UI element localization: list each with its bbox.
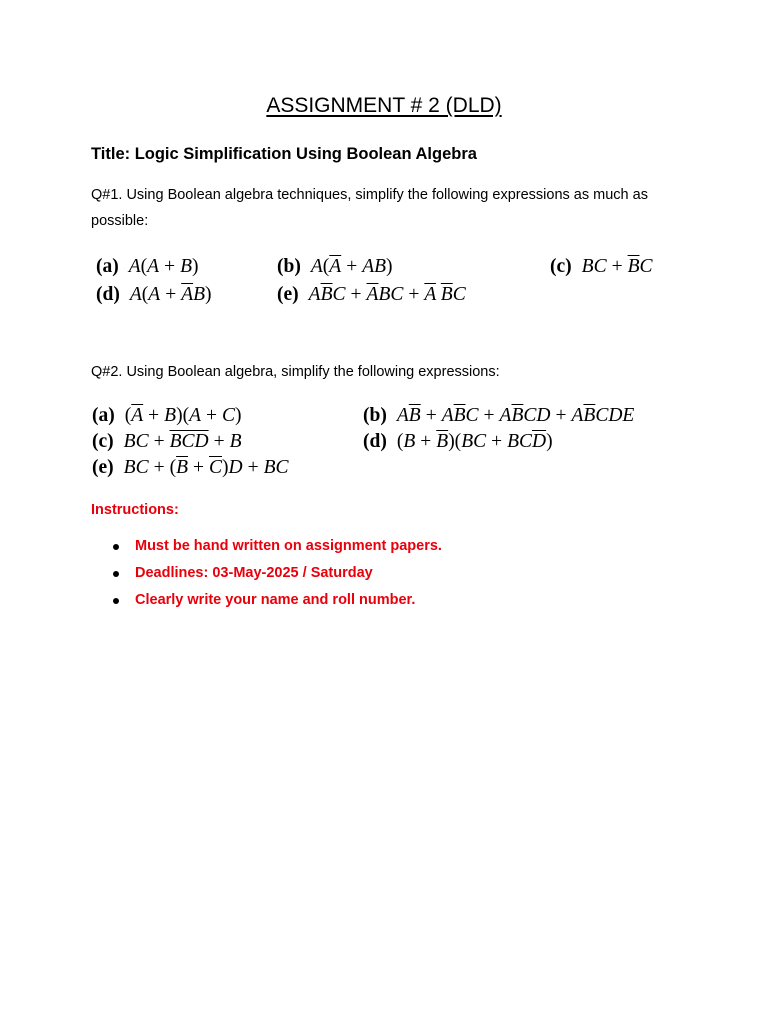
instruction-text: Must be hand written on assignment papers.: [135, 538, 442, 554]
q1-label-b: (b): [277, 256, 301, 277]
q2-label-a: (a): [92, 405, 115, 426]
q2-expression-a: (a) $(\overline{A} + B)(A + C)$: [92, 405, 242, 426]
bullet-icon: [113, 544, 119, 550]
bullet-icon: [113, 598, 119, 604]
q1-label-c: (c): [550, 256, 572, 277]
instructions-list: [91, 538, 442, 619]
q2-label-e: (e): [92, 457, 114, 478]
assignment-subtitle: Title: Logic Simplification Using Boolean Algebra: [91, 145, 477, 163]
instruction-item: [91, 565, 442, 592]
q1-expression-a: (a) A(A + B): [96, 256, 199, 277]
q2-expression-e: (e) BC + $(\overline{B} + \overline{C})D$ + BC: [92, 457, 289, 478]
page-title: ASSIGNMENT # 2 (DLD): [266, 94, 502, 117]
q1-expression-e: (e) $A\overline{B}C + \overline{A}BC + \overline{A}$ $\overline{B}C$: [277, 284, 466, 305]
q2-label-c: (c): [92, 431, 114, 452]
instructions-heading: Instructions:: [91, 502, 179, 518]
instruction-text: Deadlines: 03-May-2025 / Saturday: [135, 565, 373, 581]
q1-expression-b: (b) $A(\overline{A} + AB)$: [277, 256, 393, 277]
q2-label-b: (b): [363, 405, 387, 426]
q2-expression-d: (d) $(B + \overline{B})(BC + BC\overline{D})$: [363, 431, 553, 452]
q1-expression-c: (c) BC + $\overline{B}C$: [550, 256, 653, 277]
bullet-icon: [113, 571, 119, 577]
q2-label-d: (d): [363, 431, 387, 452]
q1-label-a: (a): [96, 256, 119, 277]
q2-expression-c: (c) BC + $\overline{BCD} + B$: [92, 431, 242, 452]
question-1-text: Q#1. Using Boolean algebra techniques, simplify the following expressions as much as possible:: [91, 187, 648, 229]
question-2-text: Q#2. Using Boolean algebra, simplify the following expressions:: [91, 364, 500, 380]
q1-label-e: (e): [277, 284, 299, 305]
instruction-text: Clearly write your name and roll number.: [135, 592, 416, 608]
q1-label-d: (d): [96, 284, 120, 305]
instruction-item: [91, 592, 442, 619]
instruction-item: [91, 538, 442, 565]
q1-expression-d: (d) $A(A + \overline{A}B)$: [96, 284, 212, 305]
q2-expression-b: (b) $A\overline{B} + A\overline{B}C + A\overline{B}CD + A\overline{B}CDE$: [363, 405, 635, 426]
